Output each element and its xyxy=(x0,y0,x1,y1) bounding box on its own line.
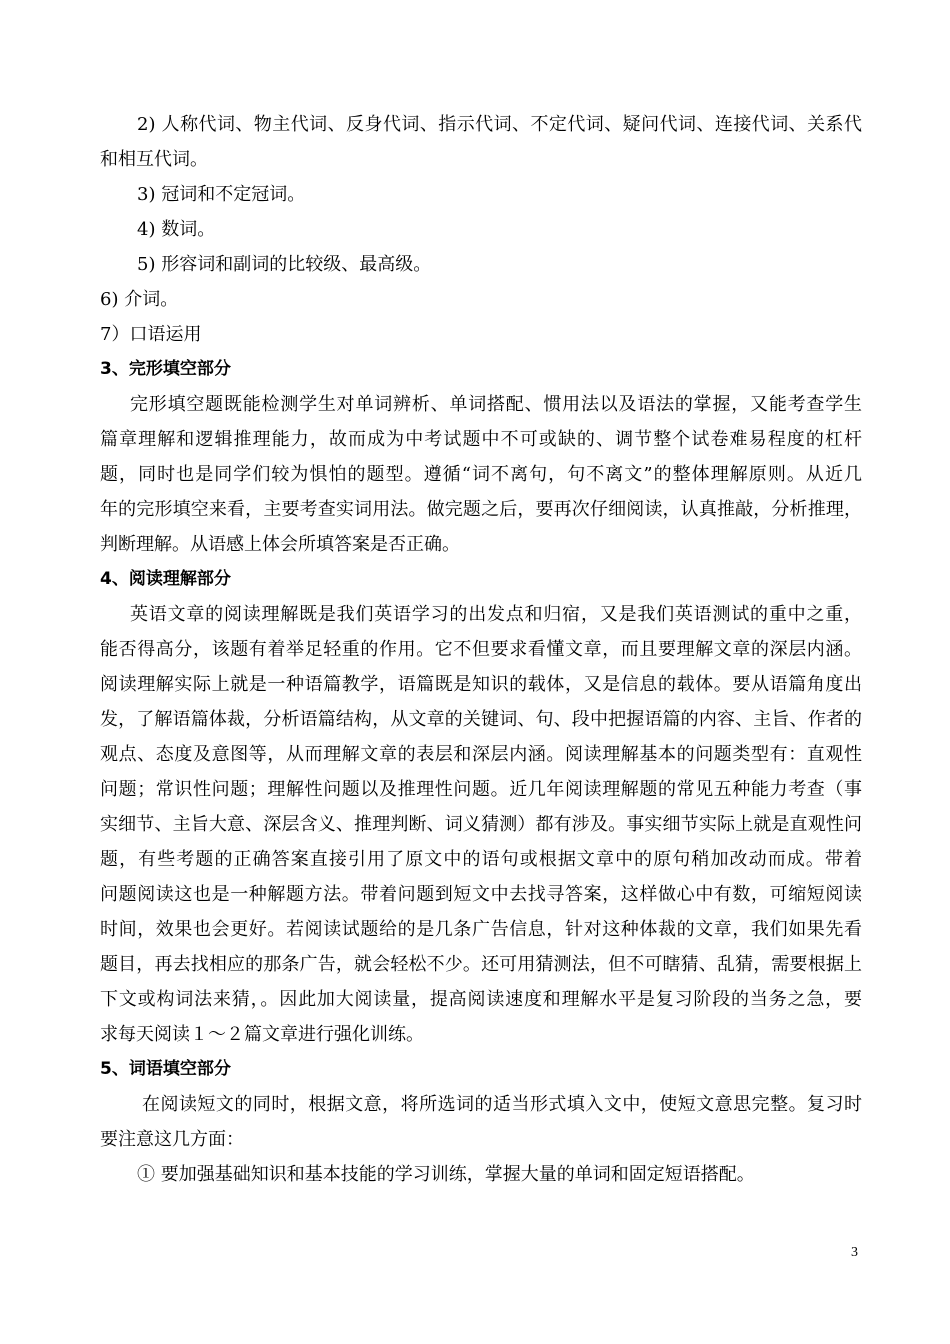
list-item-point-1: ① 要加强基础知识和基本技能的学习训练，掌握大量的单词和固定短语搭配。 xyxy=(137,1164,755,1185)
paragraph-line: 在阅读短文的同时，根据文意，将所选词的适当形式填入文中，使短文意思完整。复习时 xyxy=(142,1094,862,1115)
list-item-oral-usage: 7）口语运用 xyxy=(100,324,202,345)
section-heading-reading: 4、阅读理解部分 xyxy=(100,569,231,589)
paragraph-line: 年的完形填空来看，主要考查实词用法。做完题之后，要再次仔细阅读，认真推敲，分析推理， xyxy=(100,499,862,520)
paragraph-line: 下文或构词法来猜，。因此加大阅读量，提高阅读速度和理解水平是复习阶段的当务之急，要 xyxy=(100,989,862,1010)
list-item-pronouns: 2) 人称代词、物主代词、反身代词、指示代词、不定代词、疑问代词、连接代词、关系代 xyxy=(137,114,862,135)
paragraph-line: 阅读理解实际上就是一种语篇教学，语篇既是知识的载体，又是信息的载体。要从语篇角度出 xyxy=(100,674,862,695)
document-body xyxy=(100,107,862,1192)
paragraph-line: 发，了解语篇体裁，分析语篇结构，从文章的关键词、句、段中把握语篇的内容、主旨、作者的 xyxy=(100,709,862,730)
paragraph-line: 时间，效果也会更好。若阅读试题给的是几条广告信息，针对这种体裁的文章，我们如果先看 xyxy=(100,919,862,940)
paragraph-line: 英语文章的阅读理解既是我们英语学习的出发点和归宿，又是我们英语测试的重中之重， xyxy=(130,604,862,625)
paragraph-line: 问题；常识性问题；理解性问题以及推理性问题。近几年阅读理解题的常见五种能力考查（事 xyxy=(100,779,862,800)
paragraph-line: 完形填空题既能检测学生对单词辨析、单词搭配、惯用法以及语法的掌握，又能考查学生 xyxy=(130,394,862,415)
paragraph-line: 实细节、主旨大意、深层含义、推理判断、词义猜测）都有涉及。事实细节实际上就是直观性问 xyxy=(100,814,862,835)
list-item-numerals: 4) 数词。 xyxy=(137,219,216,240)
paragraph-line: 篇章理解和逻辑推理能力，故而成为中考试题中不可或缺的、调节整个试卷难易程度的杠杆 xyxy=(100,429,862,450)
paragraph-line: 问题阅读这也是一种解题方法。带着问题到短文中去找寻答案，这样做心中有数，可缩短阅读 xyxy=(100,884,862,905)
paragraph-line: 题目，再去找相应的那条广告，就会轻松不少。还可用猜测法，但不可瞎猜、乱猜，需要根据上 xyxy=(100,954,862,975)
section-heading-word-filling: 5、词语填空部分 xyxy=(100,1059,231,1079)
paragraph-line: 题，有些考题的正确答案直接引用了原文中的语句或根据文章中的原句稍加改动而成。带着 xyxy=(100,849,862,870)
list-item-articles: 3) 冠词和不定冠词。 xyxy=(137,184,306,205)
paragraph-line: 判断理解。从语感上体会所填答案是否正确。 xyxy=(100,534,460,555)
section-heading-cloze: 3、完形填空部分 xyxy=(100,359,231,379)
paragraph-line: 题，同时也是同学们较为惧怕的题型。遵循“词不离句，句不离文”的整体理解原则。从近几 xyxy=(100,464,862,485)
paragraph-line: 观点、态度及意图等，从而理解文章的表层和深层内涵。阅读理解基本的问题类型有：直观性 xyxy=(100,744,862,765)
list-item-comparatives: 5) 形容词和副词的比较级、最高级。 xyxy=(137,254,432,275)
paragraph-line: 要注意这几方面： xyxy=(100,1129,244,1150)
paragraph-line: 能否得高分，该题有着举足轻重的作用。它不但要求看懂文章，而且要理解文章的深层内涵。 xyxy=(100,639,862,660)
page-number: 3 xyxy=(851,1245,858,1260)
paragraph-line: 求每天阅读１～２篇文章进行强化训练。 xyxy=(100,1024,424,1045)
list-item-pronouns-continued: 和相互代词。 xyxy=(100,149,208,170)
list-item-prepositions: 6) 介词。 xyxy=(100,289,179,310)
